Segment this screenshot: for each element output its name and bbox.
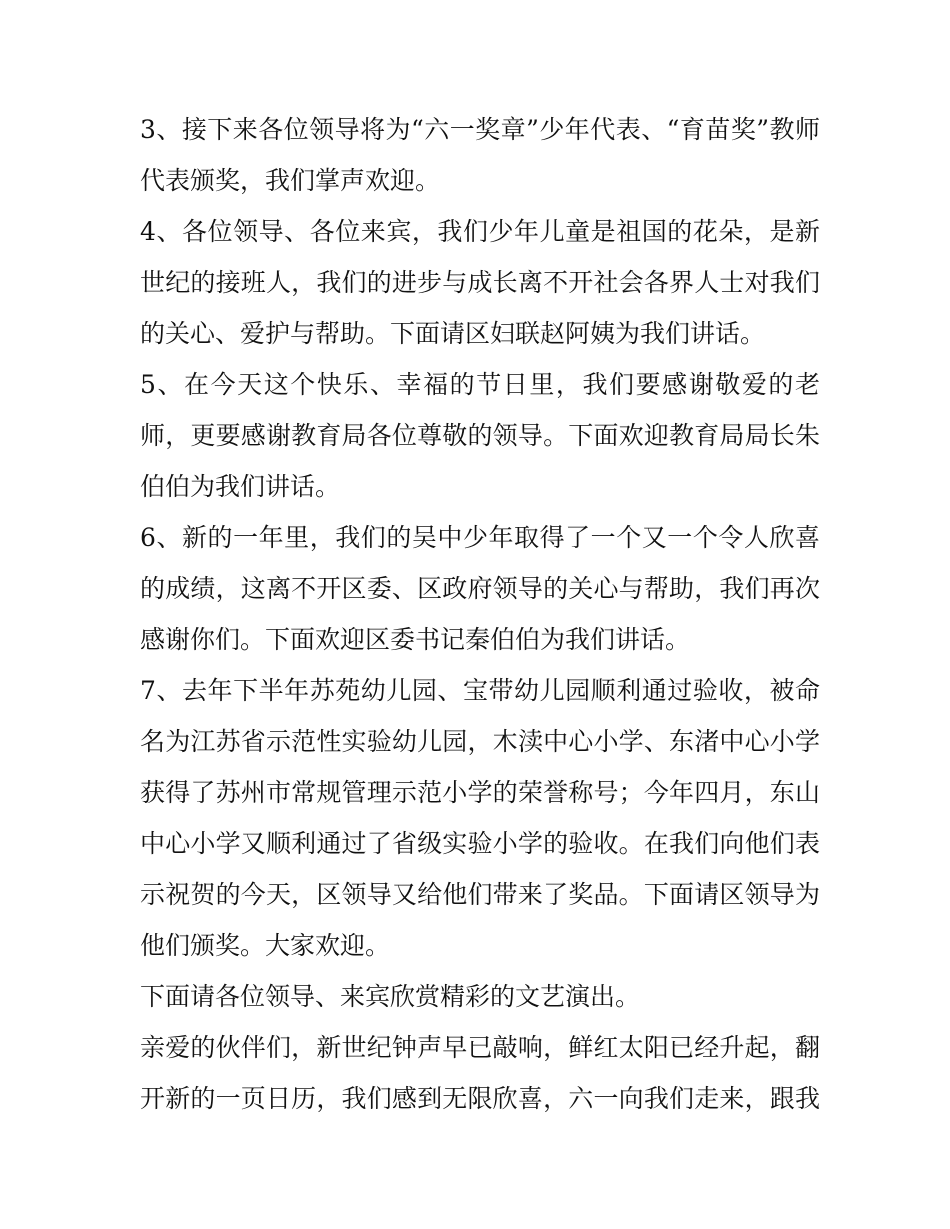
document-body <box>140 104 820 1124</box>
text-line: 6、新的一年里，我们的吴中少年取得了一个又一个令人欣喜 <box>140 523 820 552</box>
text-line: 开新的一页日历，我们感到无限欣喜，六一向我们走来，跟我 <box>140 1084 820 1113</box>
text-line: 代表颁奖，我们掌声欢迎。 <box>140 166 441 195</box>
paragraph <box>140 1022 820 1124</box>
paragraph <box>140 665 820 971</box>
text-line: 5、在今天这个快乐、幸福的节日里，我们要感谢敬爱的老 <box>140 370 820 399</box>
text-line: 获得了苏州市常规管理示范小学的荣誉称号；今年四月，东山 <box>140 778 820 807</box>
text-line: 世纪的接班人，我们的进步与成长离不开社会各界人士对我们 <box>140 268 820 297</box>
paragraph <box>140 206 820 359</box>
text-line: 的关心、爱护与帮助。下面请区妇联赵阿姨为我们讲话。 <box>140 319 766 348</box>
paragraph <box>140 971 820 1022</box>
text-line: 的成绩，这离不开区委、区政府领导的关心与帮助，我们再次 <box>140 574 820 603</box>
paragraph <box>140 359 820 512</box>
text-line: 亲爱的伙伴们，新世纪钟声早已敲响，鲜红太阳已经升起，翻 <box>140 1033 820 1062</box>
paragraph <box>140 512 820 665</box>
text-line: 示祝贺的今天，区领导又给他们带来了奖品。下面请区领导为 <box>140 880 820 909</box>
text-line: 中心小学又顺利通过了省级实验小学的验收。在我们向他们表 <box>140 829 820 858</box>
text-line: 师，更要感谢教育局各位尊敬的领导。下面欢迎教育局局长朱 <box>140 421 820 450</box>
text-line: 感谢你们。下面欢迎区委书记秦伯伯为我们讲话。 <box>140 625 691 654</box>
paragraph <box>140 104 820 206</box>
text-line: 名为江苏省示范性实验幼儿园，木渎中心小学、东渚中心小学 <box>140 727 820 756</box>
text-line: 他们颁奖。大家欢迎。 <box>140 931 391 960</box>
text-line: 3、接下来各位领导将为“六一奖章”少年代表、“育苗奖”教师 <box>140 115 820 144</box>
text-line: 7、去年下半年苏苑幼儿园、宝带幼儿园顺利通过验收，被命 <box>140 676 820 705</box>
text-line: 伯伯为我们讲话。 <box>140 472 341 501</box>
text-line: 下面请各位领导、来宾欣赏精彩的文艺演出。 <box>140 982 641 1011</box>
text-line: 4、各位领导、各位来宾，我们少年儿童是祖国的花朵，是新 <box>140 217 820 246</box>
